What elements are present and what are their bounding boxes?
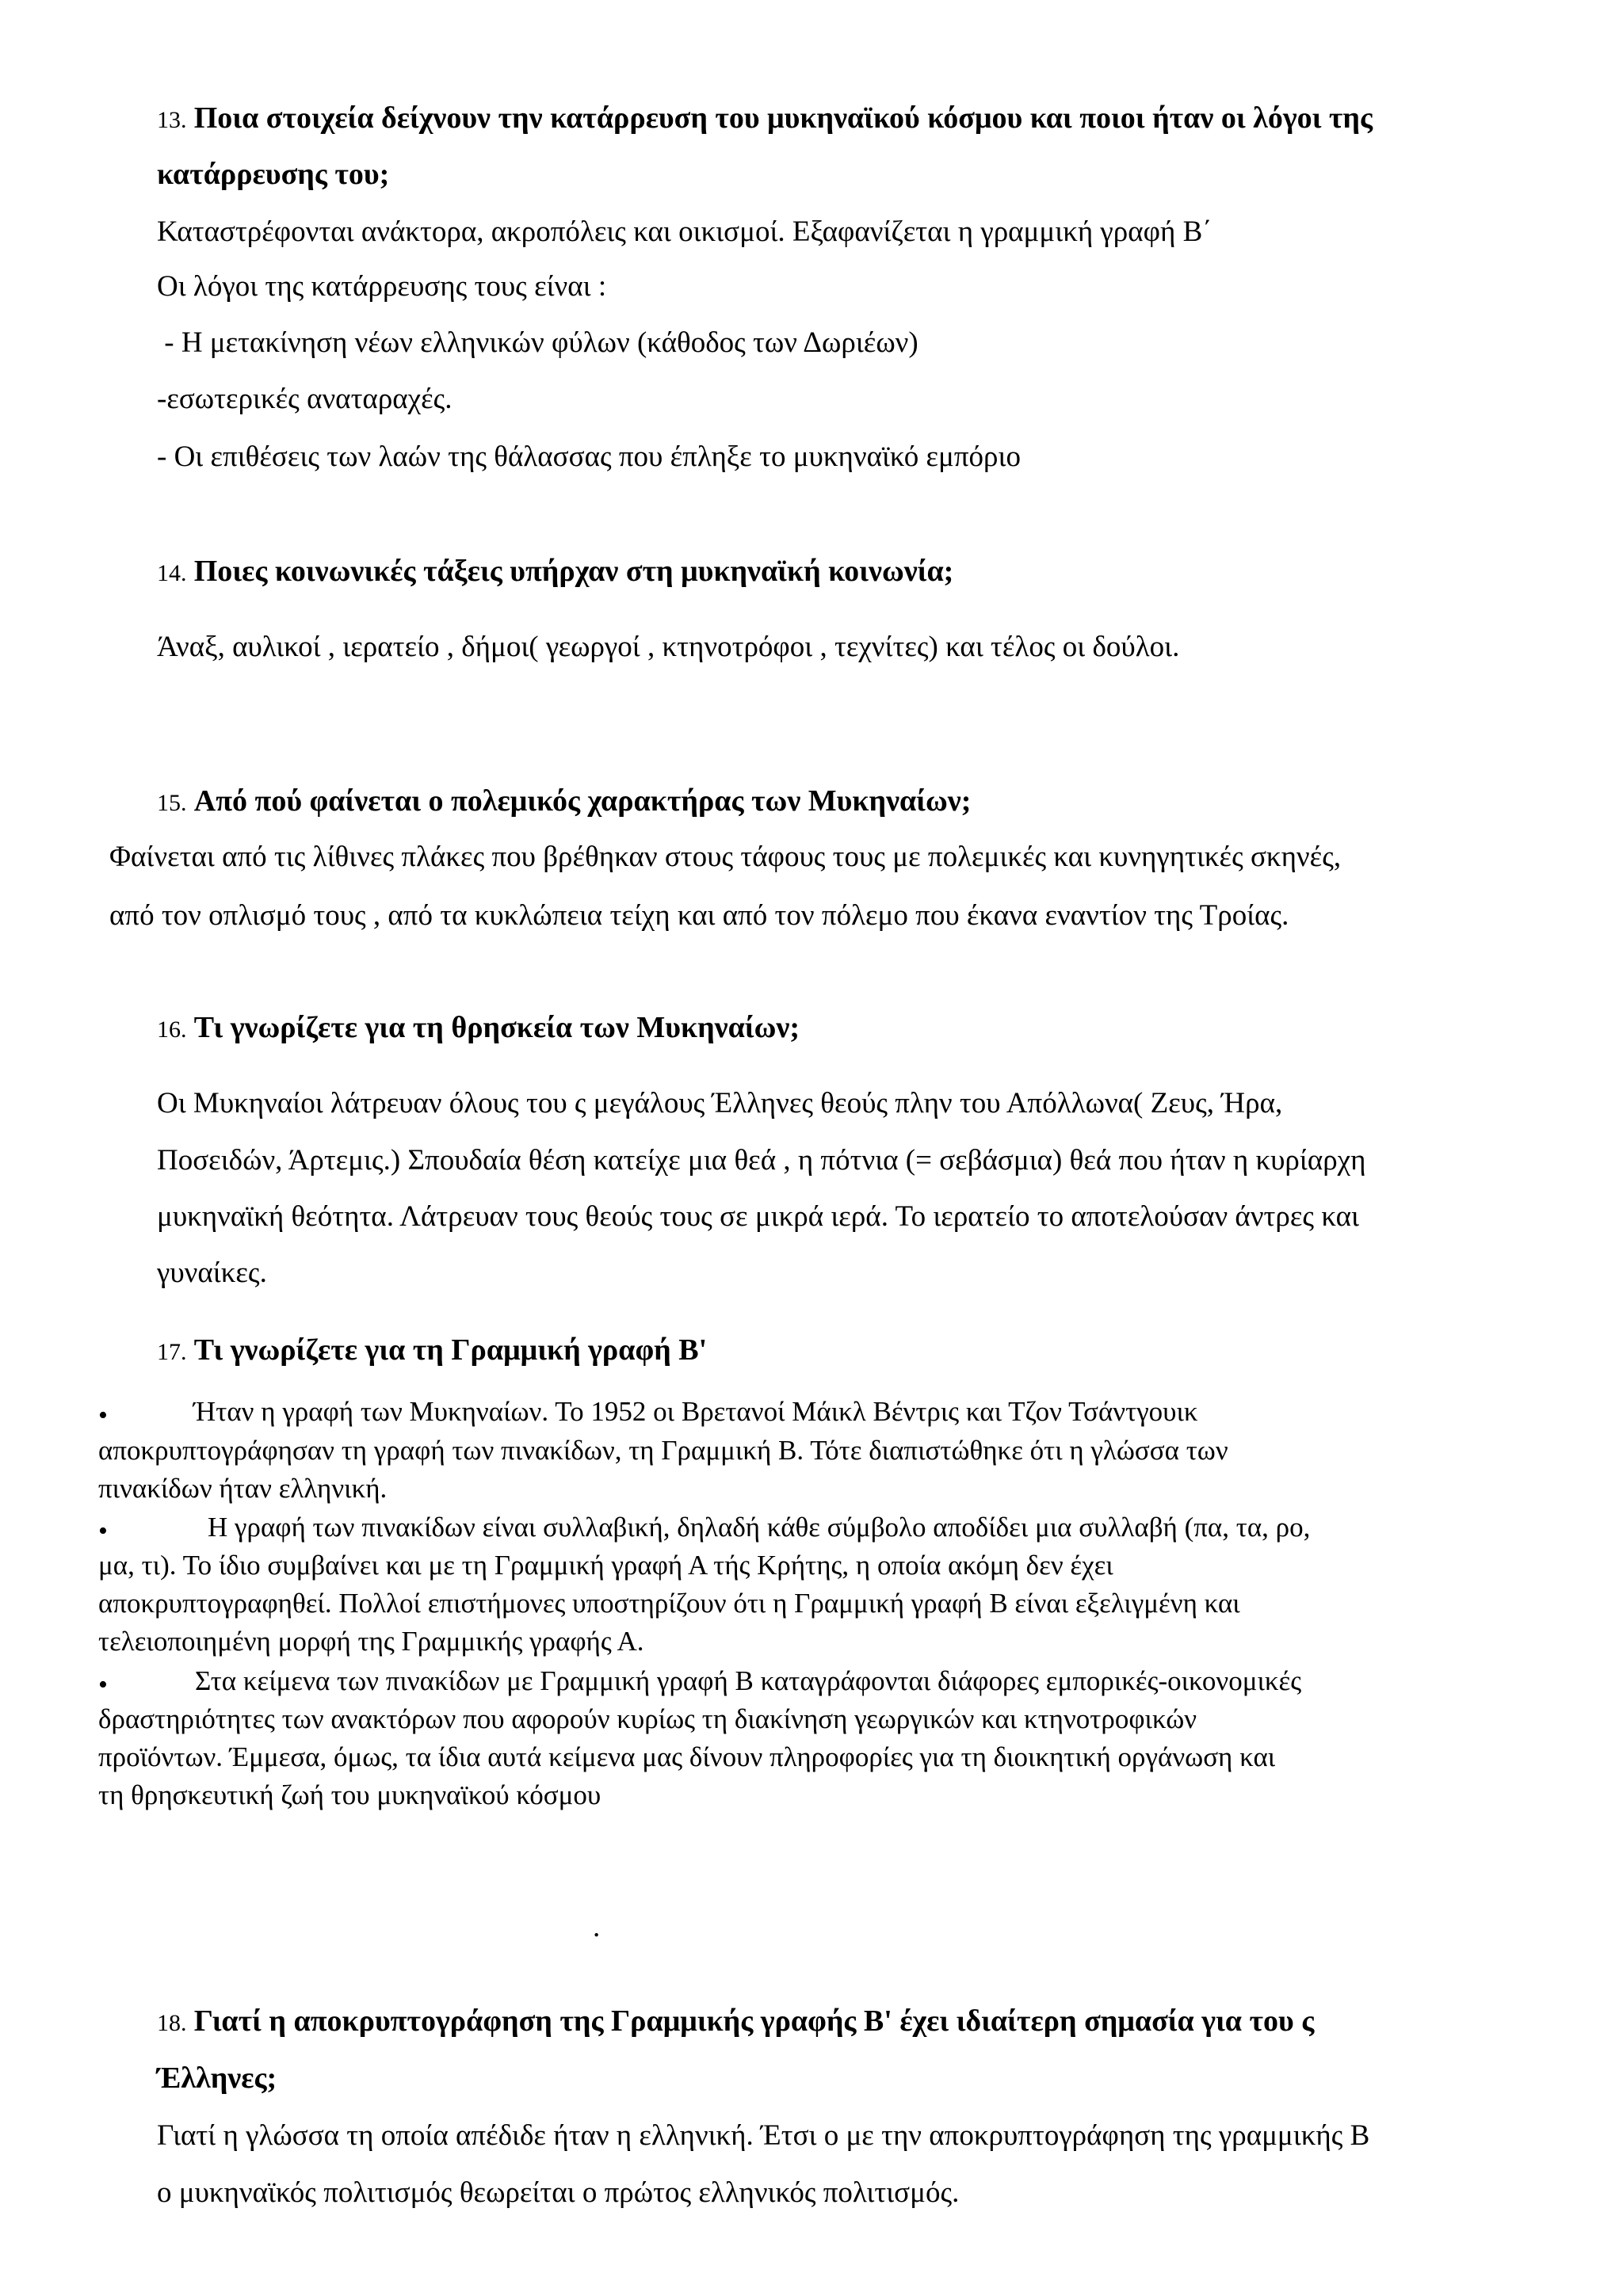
answer-line: - Οι επιθέσεις των λαών της θάλασσας που έπληξε το μυκηναϊκό εμπόριο [157,441,1021,473]
question-text: Από πού φαίνεται ο πολεμικός χαρακτήρας των Μυκηναίων; [193,784,972,818]
question-text: Γιατί η αποκρυπτογράφηση της Γραμμικής γραφής Β' έχει ιδιαίτερη σημασία για του ς [193,2004,1315,2038]
question-15 [157,784,971,819]
question-number: 15. [157,790,187,816]
answer-line: Γιατί η γλώσσα τη οποία απέδιδε ήταν η ελληνική. Έτσι ο με την αποκρυπτογράφηση της γραμμικής Β [157,2119,1370,2152]
bullet-icon: • [98,1401,108,1430]
question-text: Τι γνωρίζετε για τη Γραμμική γραφή Β' [193,1333,708,1367]
bullet-line: αποκρυπτογράφησαν τη γραφή των πινακίδων, τη Γραμμική Β. Τότε διαπιστώθηκε ότι η γλώσσα των [98,1435,1228,1466]
question-text: Ποια στοιχεία δείχνουν την κατάρρευση του μυκηναϊκού κόσμου και ποιοι ήταν οι λόγοι της [193,101,1373,135]
answer-line: Άναξ, αυλικοί , ιερατείο , δήμοι( γεωργοί , κτηνοτρόφοι , τεχνίτες) και τέλος οι δούλοι. [157,631,1180,663]
bullet-line: δραστηριότητες των ανακτόρων που αφορούν κυρίως τη διακίνηση γεωργικών και κτηνοτροφικών [98,1703,1197,1734]
question-text: Ποιες κοινωνικές τάξεις υπήρχαν στη μυκηναϊκή κοινωνία; [193,555,954,588]
question-17 [157,1333,707,1368]
question-14 [157,555,953,589]
answer-line: - Η μετακίνηση νέων ελληνικών φύλων (κάθοδος των Δωριέων) [157,326,918,359]
answer-line: -εσωτερικές αναταραχές. [157,383,453,415]
question-number: 16. [157,1016,187,1043]
answer-line: μυκηναϊκή θεότητα. Λάτρευαν τους θεούς τους σε μικρά ιερά. Το ιερατείο το αποτελούσαν άντρες και [157,1200,1359,1233]
answer-line: ο μυκηναϊκός πολιτισμός θεωρείται ο πρώτος ελληνικός πολιτισμός. [157,2176,960,2209]
bullet-line: προϊόντων. Έμμεσα, όμως, τα ίδια αυτά κείμενα μας δίνουν πληροφορίες για τη διοικητική οργάνωση και [98,1741,1276,1772]
question-number: 13. [157,107,187,133]
stray-dot: . [593,1911,601,1943]
bullet-line: τη θρησκευτική ζωή του μυκηναϊκού κόσμου [98,1779,601,1810]
answer-line: Ποσειδών, Άρτεμις.) Σπουδαία θέση κατείχε μια θεά , η πότνια (= σεβάσμια) θεά που ήταν η κυρίαρχη [157,1144,1366,1177]
question-number: 17. [157,1339,187,1365]
answer-line: Φαίνεται από τις λίθινες πλάκες που βρέθηκαν στους τάφους τους με πολεμικές και κυνηγητικές σκηνές, [109,841,1342,873]
question-number: 18. [157,2010,187,2036]
question-13 [157,101,1373,136]
bullet-icon: • [98,1670,108,1699]
bullet-line: μα, τι). Το ίδιο συμβαίνει και με τη Γραμμική γραφή Α τής Κρήτης, η οποία ακόμη δεν έχει [98,1550,1113,1581]
bullet-line: Η γραφή των πινακίδων είναι συλλαβική, δηλαδή κάθε σύμβολο αποδίδει μια συλλαβή (πα, τα, ρο, [208,1512,1311,1543]
bullet-line: αποκρυπτογραφηθεί. Πολλοί επιστήμονες υποστηρίζουν ότι η Γραμμική γραφή Β είναι εξελιγμένη και [98,1588,1240,1619]
question-number: 14. [157,560,187,586]
answer-line: Οι Μυκηναίοι λάτρευαν όλους του ς μεγάλους Έλληνες θεούς πλην του Απόλλωνα( Ζευς, Ήρα, [157,1087,1283,1119]
answer-line: από τον οπλισμό τους , από τα κυκλώπεια τείχη και από τον πόλεμο που έκανα εναντίον της Τροίας. [109,899,1289,932]
question-text: Τι γνωρίζετε για τη θρησκεία των Μυκηναίων; [193,1011,800,1044]
bullet-line: Ήταν η γραφή των Μυκηναίων. Το 1952 οι Βρετανοί Μάικλ Βέντρις και Τζον Τσάντγουικ [193,1396,1198,1427]
question-13-continued: κατάρρευσης του; [157,158,390,191]
answer-line: Οι λόγοι της κατάρρευσης τους είναι : [157,270,607,303]
bullet-line: τελειοποιημένη μορφή της Γραμμικής γραφής Α. [98,1626,644,1657]
question-16 [157,1011,800,1046]
bullet-line: Στα κείμενα των πινακίδων με Γραμμική γραφή Β καταγράφονται διάφορες εμπορικές-οικονομικές [195,1665,1302,1696]
question-18 [157,2004,1314,2039]
bullet-icon: • [98,1516,108,1546]
answer-line: γυναίκες. [157,1257,267,1289]
question-18-continued: Έλληνες; [157,2061,277,2095]
bullet-line: πινακίδων ήταν ελληνική. [98,1473,388,1504]
answer-line: Καταστρέφονται ανάκτορα, ακροπόλεις και οικισμοί. Εξαφανίζεται η γραμμική γραφή Β΄ [157,215,1212,248]
